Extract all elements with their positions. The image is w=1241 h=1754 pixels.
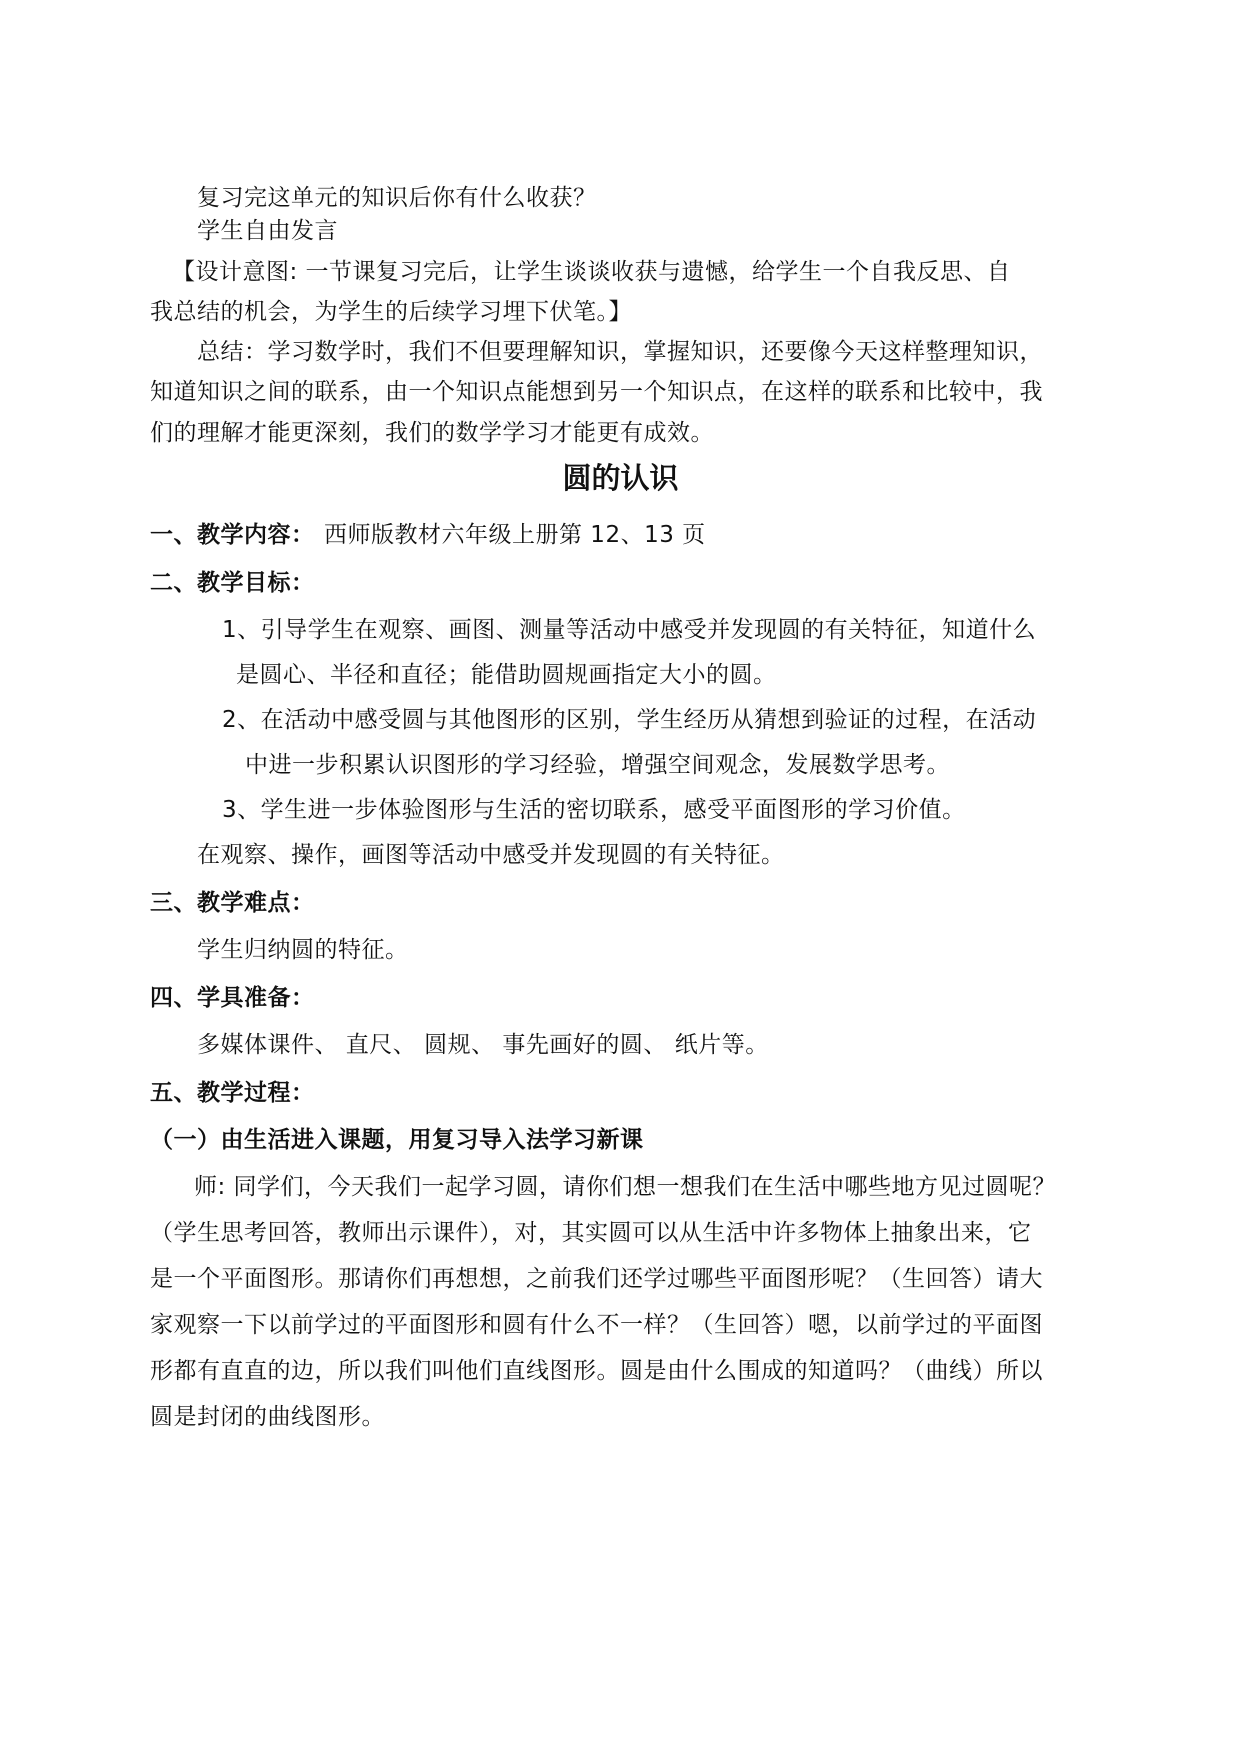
difficulty-text: 学生归纳圆的特征。 (197, 937, 409, 963)
objective-item-1a: 1、引导学生在观察、画图、测量等活动中感受并发现圆的有关特征，知道什么 (222, 617, 1037, 643)
difficulty-heading: 三、教学难点： (150, 890, 315, 916)
objective-item-3: 3、学生进一步体验图形与生活的密切联系，感受平面图形的学习价值。 (222, 797, 966, 823)
design-intent-line-1: 【设计意图: 一节课复习完后，让学生谈谈收获与遗憾，给学生一个自我反思、自 (172, 259, 1011, 285)
process-paragraph-line-1: 师: 同学们，今天我们一起学习圆，请你们想一想我们在生活中哪些地方见过圆呢？ (194, 1174, 1057, 1200)
content-text: 西师版教材六年级上册第 12、13 页 (324, 522, 706, 548)
content-heading: 一、教学内容： (150, 522, 315, 548)
design-intent-line-2: 我总结的机会，为学生的后续学习埋下伏笔。】 (150, 299, 632, 325)
lesson-title: 圆的认识 (562, 461, 679, 495)
review-answer: 学生自由发言 (197, 218, 338, 244)
process-paragraph-line-5: 形都有直直的边，所以我们叫他们直线图形。圆是由什么围成的知道吗？（曲线）所以 (150, 1358, 1043, 1384)
summary-line-3: 们的理解才能更深刻，我们的数学学习才能更有成效。 (150, 420, 714, 446)
process-paragraph-line-6: 圆是封闭的曲线图形。 (150, 1404, 385, 1430)
objectives-heading: 二、教学目标： (150, 570, 315, 596)
review-question: 复习完这单元的知识后你有什么收获？ (197, 185, 597, 211)
process-paragraph-line-2: （学生思考回答，教师出示课件），对，其实圆可以从生活中许多物体上抽象出来，它 (150, 1220, 1032, 1246)
process-paragraph-line-4: 家观察一下以前学过的平面图形和圆有什么不一样？（生回答）嗯，以前学过的平面图 (150, 1312, 1043, 1338)
objective-item-2a: 2、在活动中感受圆与其他图形的区别，学生经历从猜想到验证的过程，在活动 (222, 707, 1037, 733)
materials-text: 多媒体课件、 直尺、 圆规、 事先画好的圆、 纸片等。 (197, 1032, 769, 1058)
materials-heading: 四、学具准备： (150, 985, 315, 1011)
objective-item-1b: 是圆心、半径和直径；能借助圆规画指定大小的圆。 (236, 662, 777, 688)
objective-item-2b: 中进一步积累认识图形的学习经验，增强空间观念，发展数学思考。 (245, 752, 950, 778)
summary-line-2: 知道知识之间的联系，由一个知识点能想到另一个知识点，在这样的联系和比较中，我 (150, 379, 1043, 405)
objective-key-point: 在观察、操作，画图等活动中感受并发现圆的有关特征。 (197, 842, 785, 868)
process-paragraph-line-3: 是一个平面图形。那请你们再想想，之前我们还学过哪些平面图形呢？（生回答）请大 (150, 1266, 1043, 1292)
process-subheading: （一）由生活进入课题，用复习导入法学习新课 (150, 1127, 644, 1153)
process-heading: 五、教学过程： (150, 1080, 315, 1106)
summary-line-1: 总结：学习数学时，我们不但要理解知识，掌握知识，还要像今天这样整理知识， (197, 339, 1043, 365)
